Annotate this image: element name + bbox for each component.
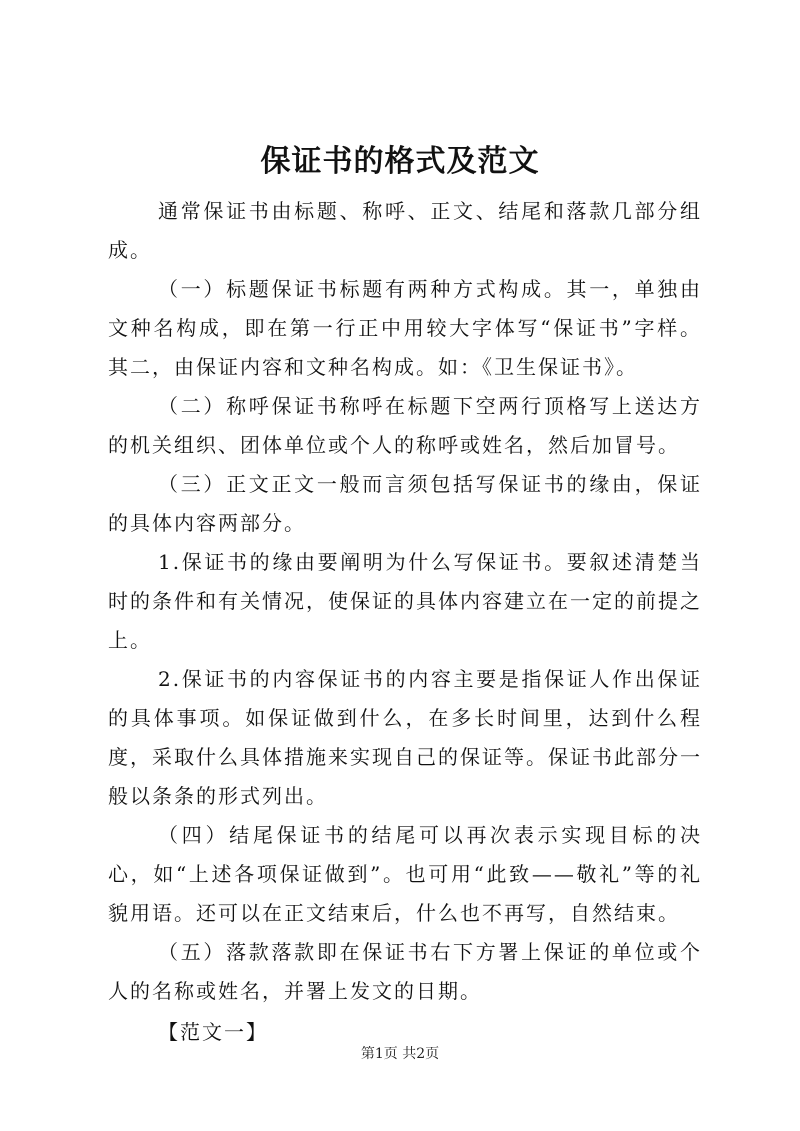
paragraph-section-body: （三）正文正文一般而言须包括写保证书的缘由，保证的具体内容两部分。 <box>108 472 702 535</box>
document-body <box>108 192 702 1052</box>
paragraph-section-ending: （四）结尾保证书的结尾可以再次表示实现目标的决心，如“上述各项保证做到”。也可用“此致——敬礼”等的礼貌用语。还可以在正文结束后，什么也不再写，自然结束。 <box>108 823 702 925</box>
document-title: 保证书的格式及范文 <box>260 144 540 179</box>
paragraph-intro: 通常保证书由标题、称呼、正文、结尾和落款几部分组成。 <box>108 199 702 262</box>
paragraph-section-signature: （五）落款落款即在保证书右下方署上保证的单位或个人的名称或姓名，并署上发文的日期。 <box>108 940 702 1003</box>
page-footer: 第1页 共2页 <box>360 1046 440 1062</box>
sample-heading: 【范文一】 <box>158 1020 268 1044</box>
paragraph-section-salutation: （二）称呼保证书称呼在标题下空两行顶格写上送达方的机关组织、团体单位或个人的称呼或姓名，然后加冒号。 <box>108 394 702 457</box>
paragraph-section-title: （一）标题保证书标题有两种方式构成。其一，单独由文种名构成，即在第一行正中用较大字体写“保证书”字样。其二，由保证内容和文种名构成。如：《卫生保证书》。 <box>108 277 702 379</box>
paragraph-body-reason: 1.保证书的缘由要阐明为什么写保证书。要叙述清楚当时的条件和有关情况，使保证的具体内容建立在一定的前提之上。 <box>108 550 702 652</box>
paragraph-body-content: 2.保证书的内容保证书的内容主要是指保证人作出保证的具体事项。如保证做到什么，在多长时间里，达到什么程度，采取什么具体措施来实现自己的保证等。保证书此部分一般以条条的形式列出。 <box>108 667 702 808</box>
